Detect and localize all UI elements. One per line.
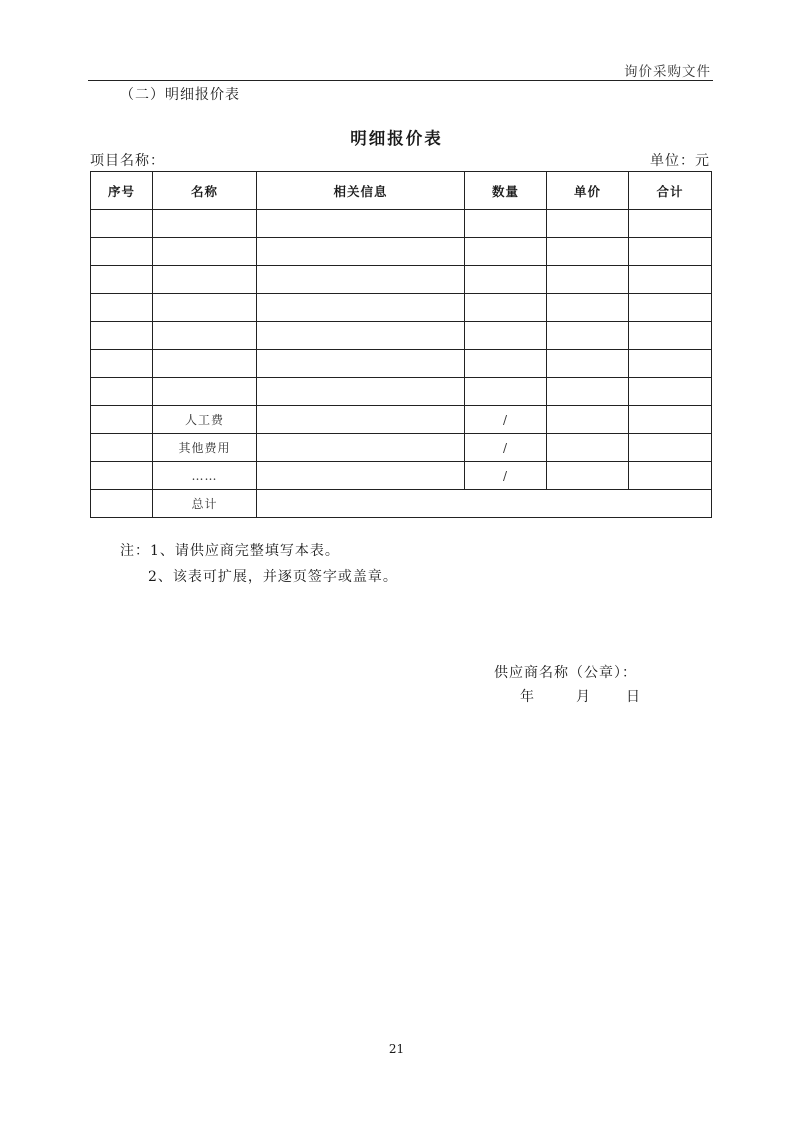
table-total-row [91, 490, 712, 518]
page-number: 21 [388, 1042, 405, 1056]
notes [120, 538, 398, 590]
note-line-1: 注：1、请供应商完整填写本表。 [120, 543, 340, 559]
cell-quantity[interactable] [465, 322, 547, 350]
total-value-cell[interactable] [257, 490, 712, 518]
cell-subtotal[interactable] [629, 378, 712, 406]
cell-name[interactable] [153, 378, 257, 406]
cell-index[interactable] [91, 378, 153, 406]
cell-name[interactable] [153, 266, 257, 294]
cell-index[interactable] [91, 350, 153, 378]
cell-info[interactable] [257, 294, 465, 322]
total-label-cell: 总计 [153, 490, 257, 518]
page-title: 明细报价表 [350, 129, 443, 148]
cell-subtotal[interactable] [629, 434, 712, 462]
header-cell-index: 序号 [91, 172, 153, 210]
table-row [91, 210, 712, 238]
cell-index[interactable] [91, 210, 153, 238]
cell-quantity: / [465, 462, 547, 490]
cell-unit-price[interactable] [547, 266, 629, 294]
cell-info[interactable] [257, 322, 465, 350]
cell-unit-price[interactable] [547, 406, 629, 434]
cell-unit-price[interactable] [547, 462, 629, 490]
cell-info[interactable] [257, 462, 465, 490]
cell-quantity[interactable] [465, 210, 547, 238]
cell-quantity[interactable] [465, 266, 547, 294]
cell-unit-price[interactable] [547, 378, 629, 406]
table-row [91, 406, 712, 434]
cell-name: …… [153, 462, 257, 490]
project-name-label: 项目名称： [90, 153, 165, 169]
unit-label: 单位：元 [650, 153, 710, 169]
quote-table [90, 171, 712, 518]
cell-quantity[interactable] [465, 294, 547, 322]
section-label: （二）明细报价表 [120, 87, 240, 103]
cell-index[interactable] [91, 322, 153, 350]
table-row [91, 350, 712, 378]
cell-index[interactable] [91, 266, 153, 294]
cell-index[interactable] [91, 462, 153, 490]
header-cell-unit-price: 单价 [547, 172, 629, 210]
date-day-label: 日 [626, 689, 640, 705]
cell-info[interactable] [257, 350, 465, 378]
cell-quantity: / [465, 434, 547, 462]
cell-index[interactable] [91, 294, 153, 322]
total-index-cell [91, 490, 153, 518]
header-cell-subtotal: 合计 [629, 172, 712, 210]
table-row [91, 434, 712, 462]
table-row [91, 462, 712, 490]
cell-unit-price[interactable] [547, 350, 629, 378]
date-year-label: 年 [520, 689, 534, 705]
table-header-row [91, 172, 712, 210]
cell-name[interactable] [153, 350, 257, 378]
cell-info[interactable] [257, 210, 465, 238]
header-cell-quantity: 数量 [465, 172, 547, 210]
cell-name[interactable] [153, 210, 257, 238]
cell-unit-price[interactable] [547, 238, 629, 266]
cell-quantity: / [465, 406, 547, 434]
cell-name[interactable] [153, 322, 257, 350]
cell-unit-price[interactable] [547, 434, 629, 462]
cell-subtotal[interactable] [629, 210, 712, 238]
cell-quantity[interactable] [465, 350, 547, 378]
cell-subtotal[interactable] [629, 350, 712, 378]
header-cell-info: 相关信息 [257, 172, 465, 210]
table-row [91, 266, 712, 294]
cell-info[interactable] [257, 378, 465, 406]
cell-subtotal[interactable] [629, 294, 712, 322]
cell-subtotal[interactable] [629, 406, 712, 434]
cell-info[interactable] [257, 266, 465, 294]
note-line-2: 2、该表可扩展，并逐页签字或盖章。 [148, 569, 398, 585]
cell-info[interactable] [257, 406, 465, 434]
table-row [91, 322, 712, 350]
cell-index[interactable] [91, 406, 153, 434]
cell-subtotal[interactable] [629, 322, 712, 350]
cell-unit-price[interactable] [547, 322, 629, 350]
cell-subtotal[interactable] [629, 462, 712, 490]
supplier-name-label: 供应商名称（公章）： [494, 665, 637, 681]
cell-quantity[interactable] [465, 378, 547, 406]
cell-subtotal[interactable] [629, 238, 712, 266]
cell-unit-price[interactable] [547, 294, 629, 322]
cell-subtotal[interactable] [629, 266, 712, 294]
table-row [91, 238, 712, 266]
cell-name[interactable] [153, 238, 257, 266]
table-row [91, 294, 712, 322]
cell-name[interactable] [153, 294, 257, 322]
cell-index[interactable] [91, 238, 153, 266]
cell-info[interactable] [257, 434, 465, 462]
table-row [91, 378, 712, 406]
cell-quantity[interactable] [465, 238, 547, 266]
header-cell-name: 名称 [153, 172, 257, 210]
cell-unit-price[interactable] [547, 210, 629, 238]
cell-name: 其他费用 [153, 434, 257, 462]
header-rule [88, 80, 713, 81]
cell-index[interactable] [91, 434, 153, 462]
date-month-label: 月 [576, 689, 590, 705]
cell-name: 人工费 [153, 406, 257, 434]
header-doc-category: 询价采购文件 [624, 64, 711, 80]
cell-info[interactable] [257, 238, 465, 266]
